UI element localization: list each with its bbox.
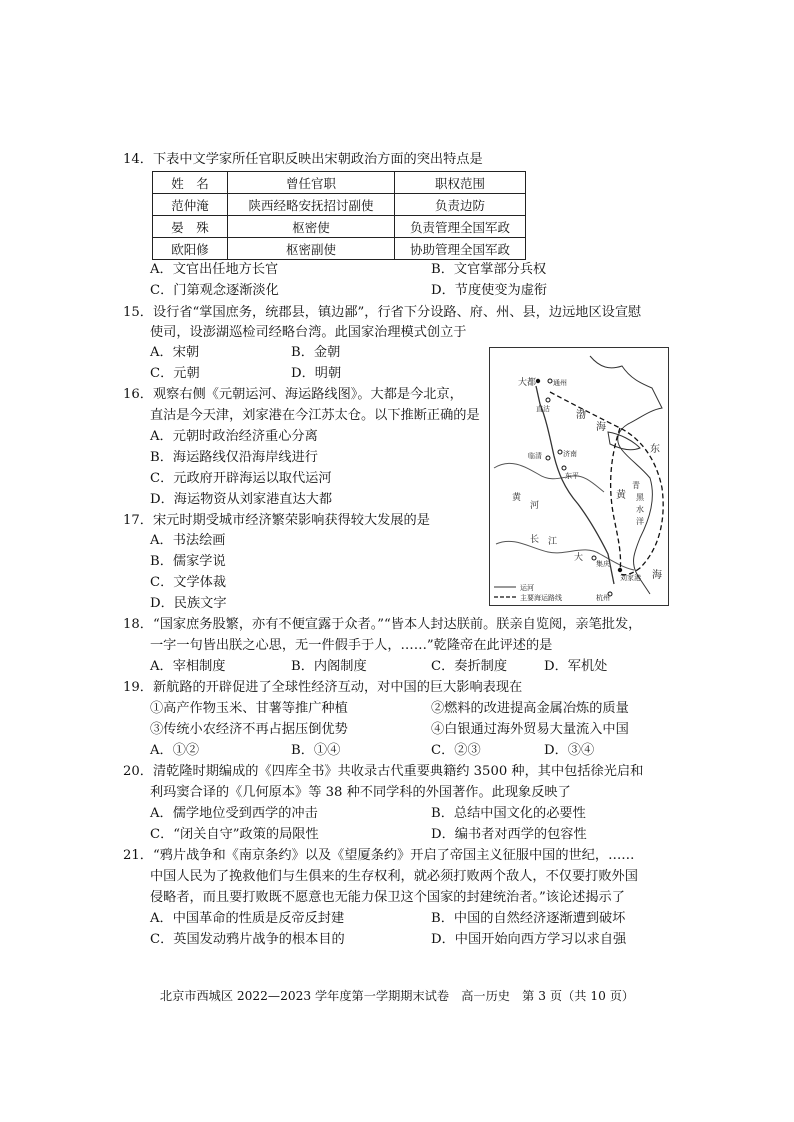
- q14-stem: 14．下表中文学家所任官职反映出宋朝政治方面的突出特点是: [123, 152, 483, 167]
- map-label-sea1: 渤: [576, 410, 586, 421]
- map-svg: [490, 348, 668, 605]
- q21-line2: 中国人民为了挽救他们与生俱来的生存权利，就必须打败两个敌人，不仅要打败外国: [150, 869, 638, 884]
- table-cell: 枢密使: [228, 216, 395, 238]
- q20-option-a: A．儒学地位受到西学的冲击: [150, 806, 318, 821]
- q16-option-c: C．元政府开辟海运以取代运河: [150, 471, 332, 486]
- q15-line2: 使司，设澎湖巡检司经略台湾。此国家治理模式创立于: [150, 325, 467, 340]
- map-label-jinan: 济南: [563, 450, 577, 458]
- city-dot-jinan: [558, 450, 562, 454]
- q19-option-c: C．②③: [431, 743, 481, 758]
- q19-stem: 19．新航路的开辟促进了全球性经济互动，对中国的巨大影响表现在: [123, 680, 523, 695]
- q20-option-b: B．总结中国文化的必要性: [431, 806, 586, 821]
- q14-option-a: A．文官出任地方长官: [150, 262, 279, 277]
- q17-option-d: D．民族文字: [150, 596, 227, 611]
- map-label-river4: 江: [548, 537, 558, 547]
- q21-option-d: D．中国开始向西方学习以求自强: [431, 932, 627, 947]
- map-label-dongping: 东平: [565, 472, 579, 480]
- legend-canal-label: 运河: [520, 584, 534, 592]
- q18-option-a: A．宰相制度: [150, 659, 226, 674]
- q21-option-c: C．英国发动鸦片战争的根本目的: [150, 932, 345, 947]
- map-label-hangzhou: 杭州: [596, 594, 610, 602]
- map-label-shuiyang2: 黑: [636, 493, 644, 502]
- map-label-tongzhou: 通州: [553, 379, 567, 387]
- table-row: [153, 194, 526, 216]
- table-cell: 范仲淹: [153, 194, 228, 216]
- map-label-sea4: 海: [652, 570, 662, 581]
- table-header-row: [153, 172, 526, 194]
- city-dot-tongzhou: [548, 379, 552, 383]
- q15-line1: 15．设行省“掌国庶务，统郡县，镇边鄙”，行省下分设路、府、州、县，边远地区设宣慰: [123, 305, 642, 320]
- q14-option-c: C．门第观念逐渐淡化: [150, 283, 279, 298]
- map-label-sea2: 海: [596, 422, 606, 433]
- q21-option-b: B．中国的自然经济逐渐遭到破坏: [431, 911, 626, 926]
- q17-option-c: C．文学体裁: [150, 575, 227, 590]
- table-row: [153, 216, 526, 238]
- q14-option-b: B．文官掌部分兵权: [431, 262, 547, 277]
- table-header: 姓 名: [153, 172, 228, 194]
- q21-line3: 侵略者，而且要打败既不愿意也无能力保卫这个国家的封建统治者。”该论述揭示了: [150, 890, 625, 905]
- city-dot-linqing: [546, 456, 550, 460]
- table-header: 曾任官职: [228, 172, 395, 194]
- q14-table: [152, 171, 526, 260]
- table-cell: 晏 殊: [153, 216, 228, 238]
- q19-option-b: B．①④: [291, 743, 341, 758]
- q14-option-d: D．节度使变为虚衔: [431, 283, 548, 298]
- map-label-dadu: 大都: [518, 378, 537, 388]
- q16-option-d: D．海运物资从刘家港直达大都: [150, 492, 333, 507]
- q18-option-c: C．奏折制度: [431, 659, 508, 674]
- table-cell: 欧阳修: [153, 238, 228, 260]
- map-label-river1: 黄: [512, 493, 522, 503]
- yuan-canal-sea-route-map: [489, 347, 669, 606]
- q20-option-d: D．编书者对西学的包容性: [431, 827, 587, 842]
- table-cell: 枢密副使: [228, 238, 395, 260]
- map-label-shuiyang4: 洋: [636, 517, 644, 526]
- map-label-zhigu: 直沽: [536, 405, 550, 413]
- table-header: 职权范围: [395, 172, 526, 194]
- yangtze-river: [496, 541, 634, 570]
- q18-line2: 一字一句皆出朕之心思，无一件假手于人，……”乾隆帝在此评述的是: [150, 638, 553, 653]
- q15-option-d: D．明朝: [291, 366, 342, 381]
- q19-option-a: A．①②: [150, 743, 200, 758]
- q18-line1: 18．“国家庶务股繁，亦有不便宣露于众者。”“皆本人封达朕前。朕亲自览阅，亲笔批发，: [123, 617, 642, 632]
- q15-option-b: B．金朝: [291, 345, 341, 360]
- table-cell: 负责管理全国军政: [395, 216, 526, 238]
- map-label-river2: 河: [530, 501, 540, 511]
- peninsula: [608, 432, 640, 450]
- q17-option-a: A．书法绘画: [150, 533, 226, 548]
- coastline: [590, 356, 662, 594]
- table-cell: 协助管理全国军政: [395, 238, 526, 260]
- legend-sea-route-label: 主要海运路线: [520, 594, 562, 602]
- q18-option-d: D．军机处: [544, 659, 608, 674]
- table-cell: 陕西经略安抚招讨副使: [228, 194, 395, 216]
- q16-option-b: B．海运路线仅沿海岸线进行: [150, 450, 318, 465]
- city-dot-zhigu: [546, 398, 550, 402]
- q15-option-c: C．元朝: [150, 366, 200, 381]
- q21-line1: 21．“鸦片战争和《南京条约》以及《望厦条约》开启了帝国主义征服中国的世纪，……: [123, 848, 635, 863]
- map-label-ocean: 东: [650, 444, 660, 455]
- q18-option-b: B．内阁制度: [291, 659, 367, 674]
- q15-option-a: A．宋朝: [150, 345, 200, 360]
- sea-route: [550, 392, 663, 575]
- q21-option-a: A．中国革命的性质是反帝反封建: [150, 911, 345, 926]
- map-label-liujiagang: 刘家港: [620, 574, 641, 582]
- q19-item-3: ③传统小农经济不再占据压倒优势: [150, 722, 348, 737]
- q16-option-a: A．元朝时政治经济重心分离: [150, 429, 318, 444]
- q20-option-c: C．“闭关自守”政策的局限性: [150, 827, 319, 842]
- city-dot-dongping: [562, 466, 566, 470]
- map-label-shuiyang3: 水: [636, 505, 644, 514]
- map-label-river3: 长: [530, 535, 540, 545]
- q16-line2: 直沽是今天津，刘家港在今江苏太仓。以下推断正确的是: [150, 408, 480, 423]
- q19-item-2: ②燃料的改进提高金属冶炼的质量: [431, 701, 629, 716]
- q19-item-4: ④白银通过海外贸易大量流入中国: [431, 722, 629, 737]
- map-label-sea3: 黄: [616, 490, 626, 501]
- yellow-river: [494, 463, 604, 492]
- map-label-shuiyang1: 青: [632, 481, 640, 490]
- map-label-jiqing: 集庆: [596, 560, 610, 568]
- city-dot-liujiagang: [618, 568, 622, 572]
- map-label-river5: 大: [574, 553, 584, 563]
- q19-option-d: D．③④: [544, 743, 595, 758]
- q20-line2: 利玛窦合译的《几何原本》等 38 种不同学科的外国著作。此现象反映了: [150, 785, 571, 800]
- page-footer: 北京市西城区 2022—2023 学年度第一学期期末试卷 高一历史 第 3 页（共 10 页）: [159, 989, 635, 1003]
- map-label-linqing: 临清: [528, 452, 542, 460]
- city-dot-dadu: [536, 379, 540, 383]
- q16-line1: 16．观察右侧《元朝运河、海运路线图》。大都是今北京，: [123, 387, 463, 402]
- q19-item-1: ①高产作物玉米、甘薯等推广种植: [150, 701, 348, 716]
- q17-stem: 17．宋元时期受城市经济繁荣影响获得较大发展的是: [123, 513, 430, 528]
- q20-line1: 20．清乾隆时期编成的《四库全书》共收录古代重要典籍约 3500 种，其中包括徐光启和: [123, 764, 644, 779]
- table-cell: 负责边防: [395, 194, 526, 216]
- q17-option-b: B．儒家学说: [150, 554, 226, 569]
- table-row: [153, 238, 526, 260]
